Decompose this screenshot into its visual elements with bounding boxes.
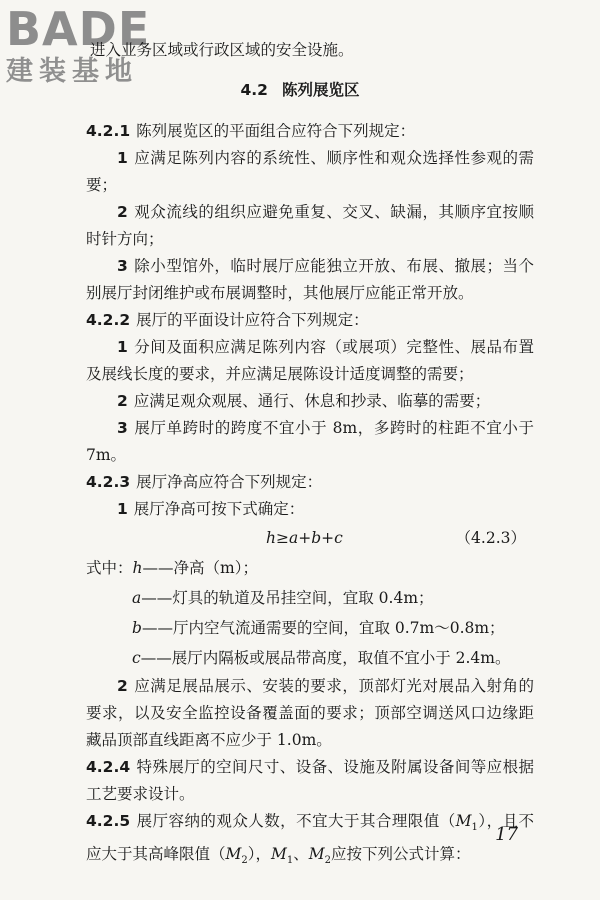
section-number: 4.2 xyxy=(240,81,268,99)
logo-brand: BADE xyxy=(6,2,151,56)
item-text: 应满足观众观展、通行、休息和抄录、临摹的需要； xyxy=(133,392,491,410)
definition-a xyxy=(86,583,534,613)
clauses xyxy=(86,118,534,874)
intro-fragment: 进入业务区域或行政区域的安全设施。 xyxy=(90,41,354,59)
definition-text: ——展厅内隔板或展品带高度，取值不宜小于 2.4m。 xyxy=(140,649,511,667)
item-text: 观众流线的组织应避免重复、交叉、缺漏，其顺序宜按顺时针方向； xyxy=(86,203,534,248)
clause-number: 4.2.2 xyxy=(86,311,131,329)
definition-symbol: h xyxy=(132,559,143,577)
clause-text: 特殊展厅的空间尺寸、设备、设施及附属设备间等应根据工艺要求设计。 xyxy=(86,758,534,803)
item-text: 应满足陈列内容的系统性、顺序性和观众选择性参观的需要； xyxy=(86,149,534,194)
clause-number: 4.2.4 xyxy=(86,758,131,776)
definition-text: ——净高（m）； xyxy=(142,559,258,577)
clause-number: 4.2.1 xyxy=(86,122,131,140)
symbol-m: M xyxy=(225,845,242,864)
clause-text: 展厅的平面设计应符合下列规定： xyxy=(136,311,369,329)
definition-text: ——灯具的轨道及吊挂空间，宜取 0.4m； xyxy=(141,589,434,607)
clause-text: 展厅容纳的观众人数，不宜大于其合理限值（ xyxy=(136,812,456,830)
logo-subtitle: 建装基地 xyxy=(6,56,138,87)
item-text: 除小型馆外，临时展厅应能独立开放、布展、撤展；当个别展厅封闭维护或布展调整时，其他展厅应能正常开放。 xyxy=(86,257,534,302)
item-number: 2 xyxy=(117,203,128,221)
clause-text: ）， xyxy=(247,845,272,864)
clause-item xyxy=(86,415,534,469)
definition-symbol: a xyxy=(132,589,142,607)
clause-item xyxy=(86,253,534,307)
symbol-m: M xyxy=(271,845,287,864)
clause-item xyxy=(86,199,534,253)
clause-text: 展厅净高应符合下列规定： xyxy=(136,473,323,491)
item-text: 展厅单跨时的跨度不宜小于 8m，多跨时的柱距不宜小于 7m。 xyxy=(86,419,534,464)
section-heading xyxy=(0,78,600,100)
definition-text: ——厅内空气流通需要的空间，宜取 0.7m～0.8m； xyxy=(141,619,505,637)
formula-4-2-3 xyxy=(86,523,534,553)
clause-4-2-4 xyxy=(86,754,534,808)
symbol-m: M xyxy=(308,845,325,864)
clause-text: 陈列展览区的平面组合应符合下列规定： xyxy=(136,122,416,140)
clause-item xyxy=(86,145,534,199)
section-title: 陈列展览区 xyxy=(281,81,360,99)
clause-item xyxy=(86,673,534,754)
symbol-subscript: 2 xyxy=(241,855,248,867)
definition-symbol: c xyxy=(132,649,141,667)
page-number: 17 xyxy=(495,824,518,845)
clause-4-2-5: 4.2.5 展厅容纳的观众人数，不宜大于其合理限值$(M_1)$，且不应大于其高峰限值$(M_2)$，$M_1$、$M_2$应按下列公式计算： xyxy=(86,812,534,867)
definition-b xyxy=(86,613,534,643)
symbol-m: M xyxy=(455,812,472,830)
definition-c xyxy=(86,643,534,673)
clause-text: 应按下列公式计算： xyxy=(331,845,471,864)
clause-item xyxy=(86,388,534,415)
symbol-subscript: 1 xyxy=(471,822,478,834)
clause-item xyxy=(86,334,534,388)
symbol-subscript: 1 xyxy=(286,855,294,867)
item-number: 3 xyxy=(117,419,128,437)
item-number: 1 xyxy=(117,149,128,167)
clause-4-2-2 xyxy=(86,307,534,334)
item-number: 2 xyxy=(117,677,128,695)
item-number: 1 xyxy=(117,500,128,518)
clause-number: 4.2.5 xyxy=(86,812,131,830)
clause-item xyxy=(86,496,534,523)
clause-4-2-3 xyxy=(86,469,534,496)
clause-number: 4.2.3 xyxy=(86,473,131,491)
symbol-subscript: 2 xyxy=(324,855,332,867)
definition-symbol: b xyxy=(132,619,142,637)
equation-number: （4.2.3） xyxy=(455,529,526,547)
item-text: 分间及面积应满足陈列内容（或展项）完整性、展品布置及展线长度的要求，并应满足展陈设计适度调整的需要； xyxy=(86,338,534,383)
item-text: 展厅净高可按下式确定： xyxy=(133,500,305,518)
item-number: 1 xyxy=(117,338,128,356)
item-number: 2 xyxy=(117,392,128,410)
clause-4-2-1 xyxy=(86,118,534,145)
definition-h xyxy=(86,553,534,583)
item-text: 应满足展品展示、安装的要求，顶部灯光对展品入射角的要求，以及安全监控设备覆盖面的要求；顶部空调送风口边缘距藏品顶部直线距离不应少于 1.0m。 xyxy=(86,677,534,749)
item-number: 3 xyxy=(117,257,128,275)
formula-expression: h≥a+b+c xyxy=(266,529,343,547)
where-label: 式中： xyxy=(86,559,133,577)
clause-text: ），且不应大于其高峰限值（ xyxy=(86,812,534,864)
